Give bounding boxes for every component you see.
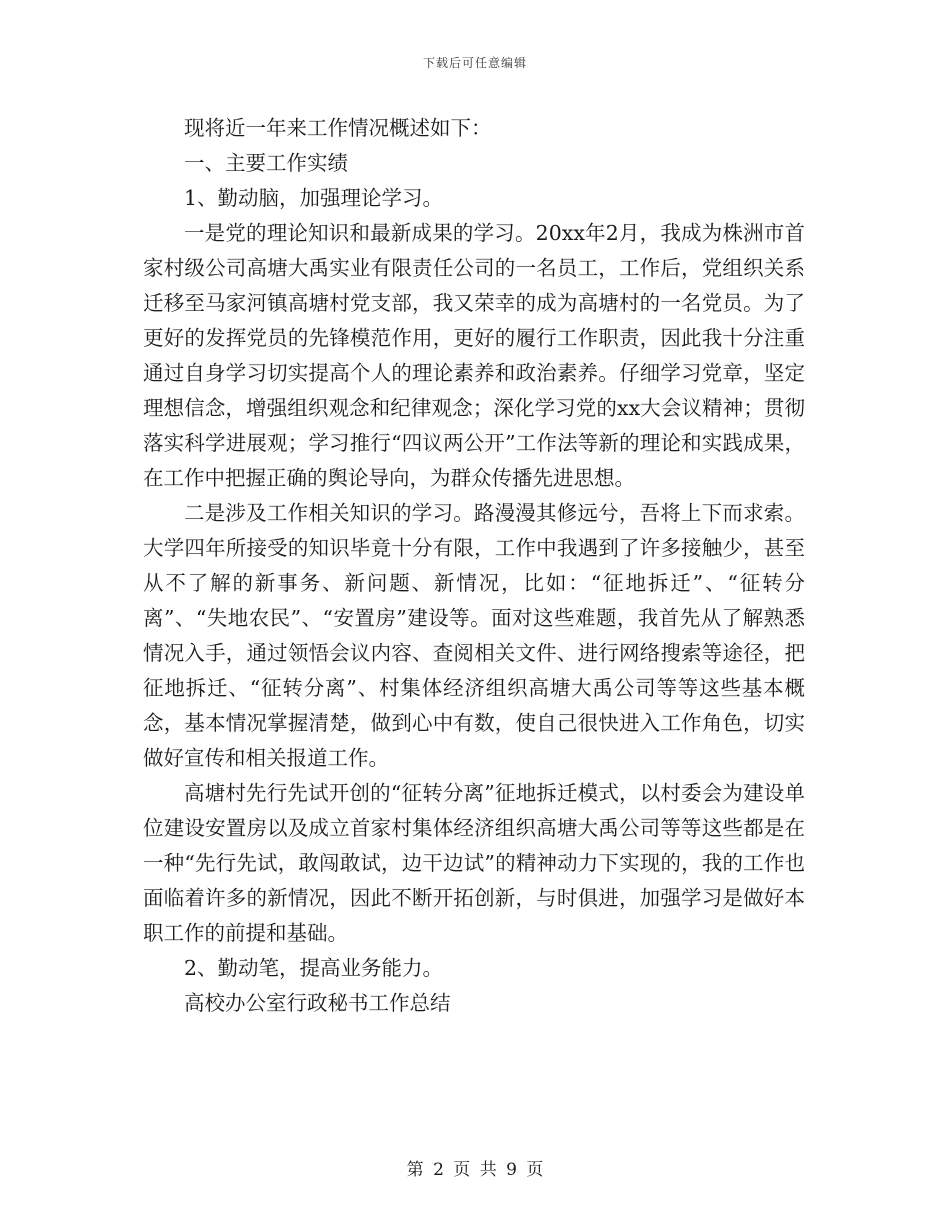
document-body (143, 111, 805, 1021)
paragraph-work-knowledge: 二是涉及工作相关知识的学习。路漫漫其修远兮，吾将上下而求索。大学四年所接受的知识毕竟十分有限，工作中我遇到了许多接触少，甚至从不了解的新事务、新问题、新情况，比如：“征地拆迁”、“征转分离”、“失地农民”、“安置房”建设等。面对这些难题，我首先从了解熟悉情况入手，通过领悟会议内容、查阅相关文件、进行网络搜索等途径，把征地拆迁、“征转分离”、村集体经济组织高塘大禹公司等等这些基本概念，基本情况掌握清楚，做到心中有数，使自己很快进入工作角色，切实做好宣传和相关报道工作。 (143, 501, 805, 770)
header-note: 下载后可任意编辑 (422, 56, 527, 70)
page-number: 第 2 页 共 9 页 (406, 1160, 544, 1180)
section-heading-main-achievements: 一、主要工作实绩 (184, 151, 348, 175)
document-title-line: 高校办公室行政秘书工作总结 (184, 991, 451, 1015)
paragraph-party-theory: 一是党的理论知识和最新成果的学习。20xx年2月，我成为株洲市首家村级公司高塘大禹实业有限责任公司的一名员工，工作后，党组织关系迁移至马家河镇高塘村党支部，我又荣幸的成为高塘村的一名党员。为了更好的发挥党员的先锋模范作用，更好的履行工作职责，因此我十分注重通过自身学习切实提高个人的理论素养和政治素养。仔细学习党章，坚定理想信念，增强组织观念和纪律观念；深化学习党的xx大会议精神；贯彻落实科学进展观；学习推行“四议两公开”工作法等新的理论和实践成果，在工作中把握正确的舆论导向，为群众传播先进思想。 (143, 221, 805, 490)
subsection-heading-writing: 2、勤动笔，提高业务能力。 (184, 956, 444, 980)
paragraph-gaotang-model: 高塘村先行先试开创的“征转分离”征地拆迁模式，以村委会为建设单位建设安置房以及成立首家村集体经济组织高塘大禹公司等等这些都是在一种“先行先试，敢闯敢试，边干边试”的精神动力下实现的，我的工作也面临着许多的新情况，因此不断开拓创新，与时俱进，加强学习是做好本职工作的前提和基础。 (143, 781, 805, 945)
intro-paragraph: 现将近一年来工作情况概述如下： (184, 116, 492, 140)
subsection-heading-study: 1、勤动脑，加强理论学习。 (184, 186, 444, 210)
